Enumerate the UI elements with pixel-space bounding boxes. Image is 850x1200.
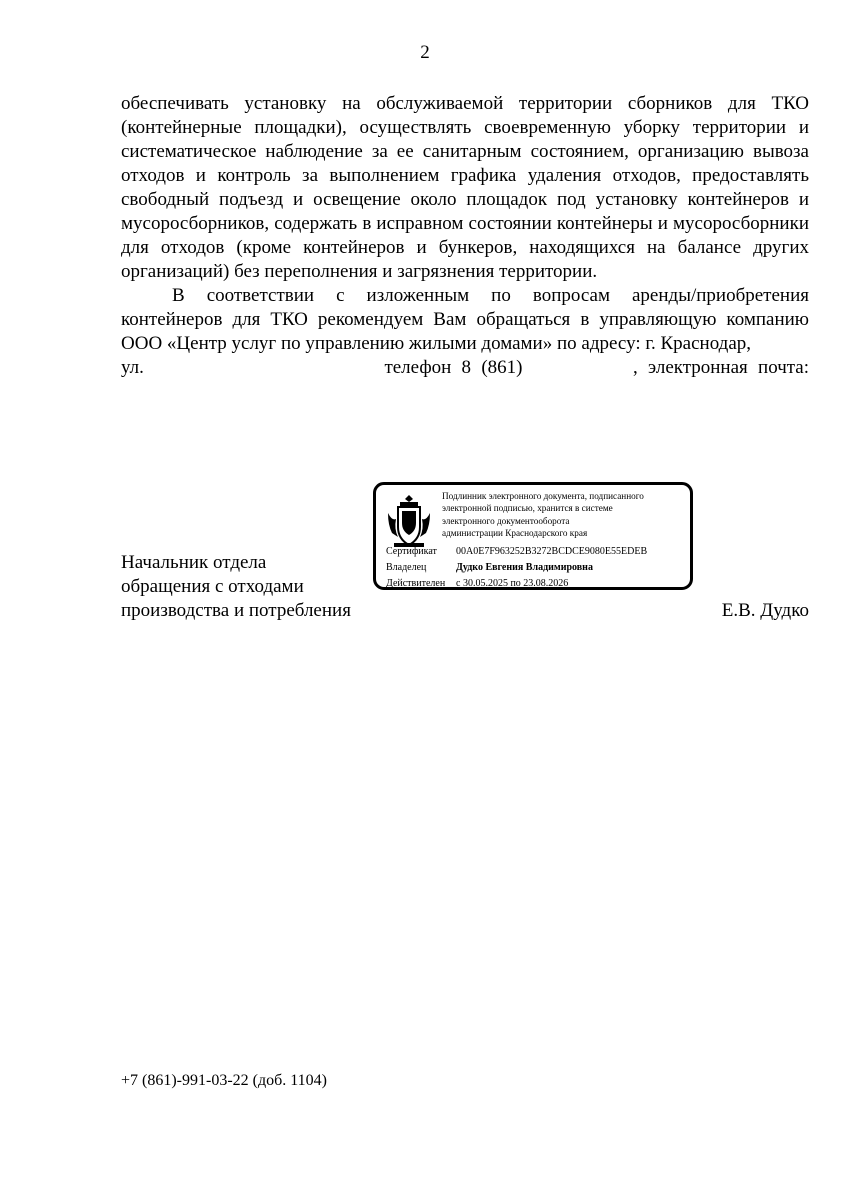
owner-label: Владелец [386,562,427,573]
letter-body [121,92,809,380]
street-prefix: ул. [121,357,144,378]
signer-title-line: Начальник отдела [121,552,267,573]
stamp-header-line: Подлинник электронного документа, подписанного [442,491,644,501]
signer-title [121,551,351,623]
page-number: 2 [420,42,430,63]
krasnodar-coat-of-arms-icon [386,493,432,551]
signer-name: Е.В. Дудко [721,600,809,621]
validity-row [386,578,568,589]
owner-value: Дудко Евгения Владимировна [456,562,593,573]
stamp-header [442,490,692,539]
owner-row [386,562,593,573]
certificate-row [386,546,647,557]
stamp-header-line: электронного документооборота [442,515,570,526]
footer-phone: +7 (861)-991-03-22 (доб. 1104) [121,1072,328,1089]
signer-title-line: производства и потребления [121,600,351,621]
contact-line [121,356,809,380]
validity-value: с 30.05.2025 по 23.08.2026 [456,578,569,589]
paragraph-recommendation: В соответствии с изложенным по вопросам аренды/приобретения контейнеров для ТКО рекомендуем Вам обращаться в управляющую компанию ООО «Центр услуг по управлению жилыми домами» по адресу: г. Краснодар, [121,285,809,354]
phone-prefix: телефон 8 (861) [384,357,523,378]
signer-title-line: обращения с отходами [121,576,304,597]
email-suffix: , электронная почта: [633,357,810,378]
stamp-header-line: администрации Краснодарского края [442,527,588,538]
certificate-value: 00A0E7F963252B3272BCDCE9080E55EDEB [456,546,648,557]
certificate-label: Сертификат [386,546,437,557]
electronic-signature-stamp [373,482,693,590]
validity-label: Действителен [386,578,446,589]
paragraph-obligations: обеспечивать установку на обслуживаемой территории сборников для ТКО (контейнерные площадки), осуществлять своевременную уборку территории и систематическое наблюдение за ее санитарным состоянием, организацию вывоза отходов и контроль за выполнением графика удаления отходов, предоставлять свободный подъезд и освещение около площадок под установку контейнеров и мусоросборников, содержать в исправном состоянии контейнеры и мусоросборники для отходов (кроме контейнеров и бункеров, находящихся на балансе других организаций) без переполнения и загрязнения территории. [121,93,809,282]
stamp-header-line: электронной подписью, хранится в системе [442,503,613,514]
